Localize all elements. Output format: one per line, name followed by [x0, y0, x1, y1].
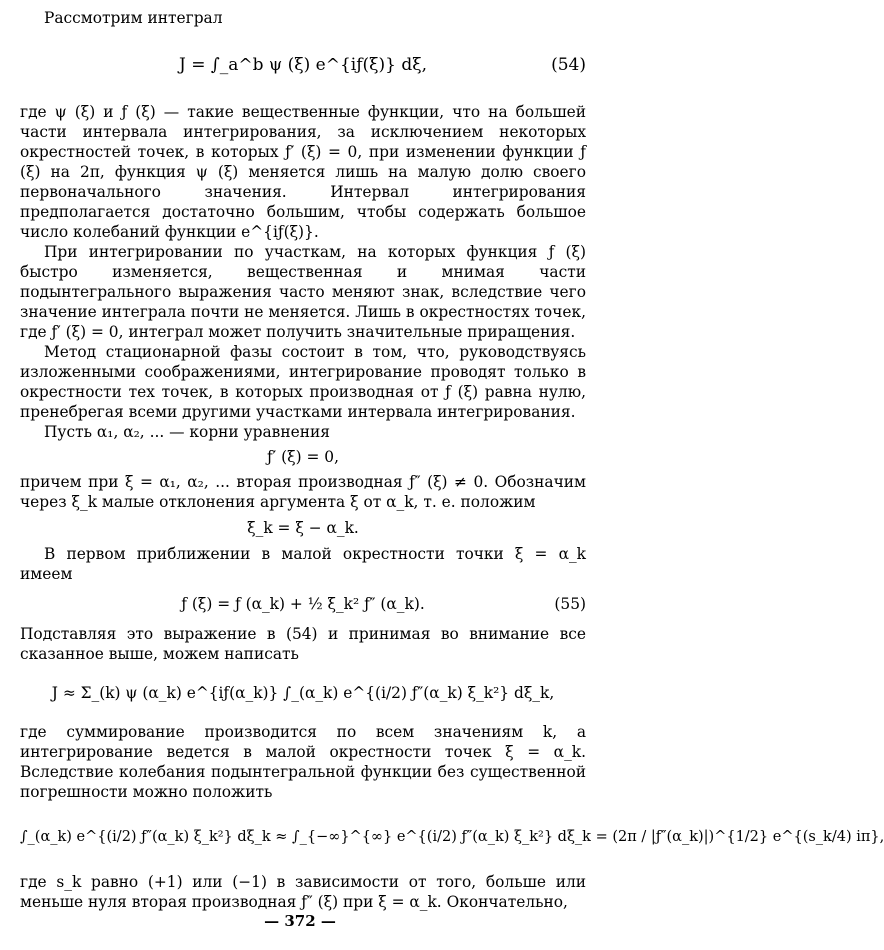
- equation-integral-formula: ∫_(α_k) e^{(i/2) ƒ″(α_k) ξ_k²} dξ_k ≈ ∫_{−∞}^{∞} e^{(i/2) ƒ″(α_k) ξ_k²} dξ_k = (2π / |ƒ″(α_k)|)^{1/2} e^{(s_k/4) iπ},: [20, 829, 884, 845]
- paragraph-method: Метод стационарной фазы состоит в том, что, руководствуясь изложенными соображениями, интегрирование проводят только в окрестности тех точек, в которых производная от ƒ (ξ) равна нулю, пренебрегая всеми другими участками интервала интегрирования.: [20, 343, 586, 421]
- paragraph-summation: где суммирование производится по всем значениям k, а интегрирование ведется в малой окрестности точек ξ = α_k. Вследствие колебания подынтегральной функции без существенной погрешности можно положить: [20, 723, 586, 801]
- equation-54: [20, 32, 586, 98]
- equation-xi: [20, 512, 586, 544]
- equation-sum-formula: J ≈ Σ_(k) ψ (α_k) e^{iƒ(α_k)} ∫_(α_k) e^{(i/2) ƒ″(α_k) ξ_k²} dξ_k,: [51, 684, 555, 702]
- paragraph-approximation: В первом приближении в малой окрестности точки ξ = α_k имеем: [20, 545, 586, 583]
- equation-xi-formula: ξ_k = ξ − α_k.: [247, 519, 359, 537]
- equation-roots: [20, 442, 586, 472]
- paragraph-sign: где s_k равно (+1) или (−1) в зависимости от того, больше или меньше нуля вторая производная ƒ″ (ξ) при ξ = α_k. Окончательно,: [20, 873, 586, 911]
- paragraph-intro: Рассмотрим интеграл: [44, 9, 223, 27]
- paragraph-deviations: причем при ξ = α₁, α₂, ... вторая производная ƒ″ (ξ) ≠ 0. Обозначим через ξ_k малые отклонения аргумента ξ от α_k, т. е. положим: [20, 473, 586, 511]
- equation-roots-formula: ƒ′ (ξ) = 0,: [267, 448, 339, 466]
- paragraph-functions: где ψ (ξ) и ƒ (ξ) — такие вещественные функции, что на большей части интервала интегрирования, за исключением некоторых окрестностей точек, в которых ƒ′ (ξ) = 0, при изменении функции ƒ (ξ) на 2π, функция ψ (ξ) меняется лишь на малую долю своего первоначального значения. Интервал интегрирования предполагается достаточно большим, чтобы содержать большое число колебаний функции e^{iƒ(ξ)}.: [20, 103, 586, 241]
- paragraph-substitution: Подставляя это выражение в (54) и принимая во внимание все сказанное выше, можем написать: [20, 625, 586, 663]
- equation-sum: [20, 664, 586, 722]
- equation-integral: [20, 802, 884, 872]
- equation-55: [20, 584, 586, 624]
- equation-54-formula: J = ∫_a^b ψ (ξ) e^{iƒ(ξ)} dξ,: [178, 55, 427, 75]
- equation-54-number: (54): [551, 55, 586, 75]
- paragraph-roots: Пусть α₁, α₂, ... — корни уравнения: [44, 423, 330, 441]
- paragraph-integration: При интегрировании по участкам, на которых функция ƒ (ξ) быстро изменяется, вещественная и мнимая части подынтегрального выражения часто меняют знак, вследствие чего значение интеграла почти не меняется. Лишь в окрестностях точек, где ƒ′ (ξ) = 0, интеграл может получить значительные приращения.: [20, 243, 586, 341]
- page-body: [20, 8, 884, 912]
- equation-55-number: (55): [554, 595, 586, 613]
- page-number: — 372 —: [264, 912, 336, 930]
- equation-55-formula: ƒ (ξ) = ƒ (α_k) + ½ ξ_k² ƒ″ (α_k).: [181, 595, 425, 613]
